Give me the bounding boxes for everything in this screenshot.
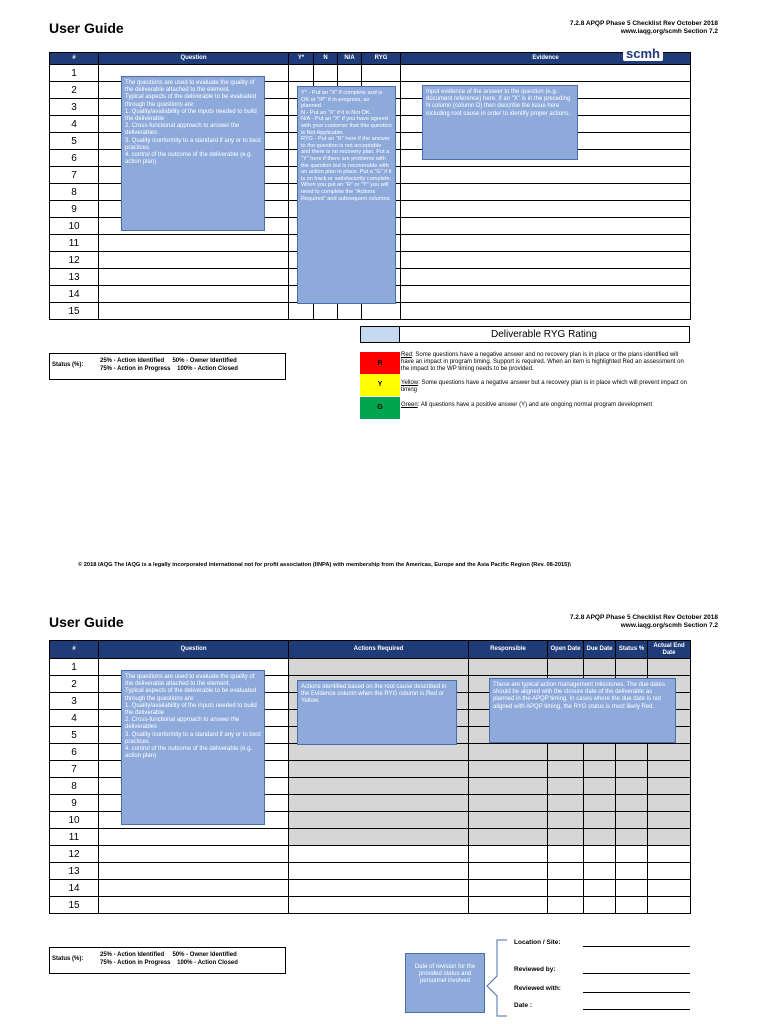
cell-question[interactable] [99,235,289,252]
status-legend-top [49,353,286,380]
note-milestones-guidance: These are typical action management milestones. The due dates should be aligned with the closure date of the deliverable as planned in the APQP timing. In cases where the due date is not aligned with APQP timing, the RYG status is most likely Red. [489,678,676,743]
cell-num: 13 [50,863,99,880]
cell-status[interactable] [616,897,648,914]
rating-cell[interactable] [361,327,400,342]
cell-responsible[interactable] [469,863,548,880]
cell-num: 4 [50,116,99,133]
table-row [50,897,691,914]
document-reference-bottom [480,614,718,630]
cell-responsible[interactable] [469,744,548,761]
ref-line-2: www.iaqg.org/scmh Section 7.2 [620,622,718,629]
cell-due-date[interactable] [584,829,616,846]
col-header-evidence: Evidence [401,53,691,65]
cell-num: 13 [50,269,99,286]
cell-responsible[interactable] [469,659,548,676]
cell-actual-end-date[interactable] [648,744,691,761]
cell-due-date[interactable] [584,744,616,761]
table-row [50,303,691,320]
cell-question[interactable] [99,880,289,897]
note-question-guidance-top: The questions are used to evaluate the quality of the deliverable attached to the element. Typical aspects of the deliverable to be evaluated through the questions are: 1. Quality/availability of the inputs needed to build the deliverable 2. Cross-functional approach to answer the deliverables 3. Quality /conformity to a standard if any or to best practices 4. control of the outcome of the deliverable (e.g. action plan) [121,76,265,231]
cell-status[interactable] [616,812,648,829]
cell-evidence[interactable] [401,201,691,218]
note-question-guidance-bottom: The questions are used to evaluate the quality of the deliverable attached to the element. Typical aspects of the deliverable to be evaluated through the questions are: 1. Quality/availability of the inputs needed to build the deliverable 2. Cross-functional approach to answer the deliverables 3. Quality /conformity to a standard if any or to best practices 4. control of the outcome of the deliverable (e.g. action plan) [121,670,265,825]
table-row [50,846,691,863]
cell-num: 11 [50,829,99,846]
cell-actions-required[interactable] [289,829,469,846]
cell-actions-required[interactable] [289,778,469,795]
cell-actual-end-date[interactable] [648,829,691,846]
cell-actual-end-date[interactable] [648,863,691,880]
ryg-swatch-yellow: Y [360,374,400,396]
col-header-number: # [50,641,99,659]
cell-no[interactable] [314,303,338,320]
col-header-na: N/A [338,53,362,65]
cell-num: 11 [50,235,99,252]
cell-evidence[interactable] [401,303,691,320]
cell-num: 8 [50,184,99,201]
cell-actual-end-date[interactable] [648,812,691,829]
ryg-description-green: Green: All questions have a positive answer (Y) and are ongoing normal program development [401,402,653,408]
cell-ryg[interactable] [362,65,401,82]
ryg-description-yellow: Yellow: Some questions have a negative answer but a recovery plan is in place which will prevent impact on timing [401,380,687,393]
table-header-row [50,641,691,659]
cell-num: 9 [50,795,99,812]
col-header-question: Question [99,53,289,65]
cell-status[interactable] [616,846,648,863]
cell-open-date[interactable] [548,880,584,897]
cell-status[interactable] [616,761,648,778]
cell-question[interactable] [99,897,289,914]
cell-actual-end-date[interactable] [648,659,691,676]
cell-num: 10 [50,218,99,235]
cell-num: 8 [50,778,99,795]
cell-status[interactable] [616,829,648,846]
cell-no[interactable] [314,65,338,82]
cell-responsible[interactable] [469,761,548,778]
table-row [50,829,691,846]
cell-status[interactable] [616,863,648,880]
cell-due-date[interactable] [584,863,616,880]
cell-actions-required[interactable] [289,744,469,761]
cell-actions-required[interactable] [289,812,469,829]
cell-question[interactable] [99,846,289,863]
cell-evidence[interactable] [401,252,691,269]
cell-open-date[interactable] [548,761,584,778]
cell-responsible[interactable] [469,846,548,863]
cell-status[interactable] [616,659,648,676]
note-answer-guidance: Y* - Put an "X" if complete and is OK or "IP" if in-progress, as planned. N - Put an "X" if it is Not OK. N/A - Put an "X" if you have agreed with your customer that this question is Not Applicable. RYG - Put an "R" here if the answer to the question is not acceptable and there is no recovery plan. Put a "Y" here if there are problems with the question but is recoverable with an action plan in place. Put a "G" if it is on track or satisfactorily complete. When you put an "R" or "Y" you will need to complete the "Actions Required" and subsequent columns. [297,86,396,304]
cell-num: 10 [50,812,99,829]
ryg-description-red: Red: Some questions have a negative answer and no recovery plan is in place or the plans identified will have an impact in program timing. Support is required. When an item is highlighted Red an assessment on the impact to the WP timing needs to be provided. [401,352,684,372]
cell-num: 9 [50,201,99,218]
ref-line-1: 7.2.8 APQP Phase 5 Checklist Rev October 2018 [569,20,718,27]
col-header-question: Question [99,641,289,659]
cell-question[interactable] [99,269,289,286]
page-title-bottom: User Guide [49,614,124,630]
ryg-name: Red [401,352,413,358]
cell-responsible[interactable] [469,778,548,795]
cell-due-date[interactable] [584,897,616,914]
col-header-ryg: RYG [362,53,401,65]
note-actions-guidance: Actions identified based on the root cause described in the Evidence column when the RYG column is Red or Yellow. [297,680,457,745]
cell-status[interactable] [616,744,648,761]
cell-question[interactable] [99,303,289,320]
cell-open-date[interactable] [548,744,584,761]
cell-open-date[interactable] [548,778,584,795]
copyright-footer: © 2018 IAQG The IAQG is a legally incorporated international not for profit association (IINPA) with membership from the Americas, Europe and the Asia Pacific Region (Rev. 08-2015)\ [78,562,571,568]
cell-num: 5 [50,727,99,744]
cell-actions-required[interactable] [289,897,469,914]
cell-num: 12 [50,846,99,863]
ryg-text: Some questions have a negative answer and no recovery plan is in place or the plans identified will have an impact in program timing. Support is required. When an item is highlighted Red an assessment on the impact to the WP timing needs to be provided. [401,352,684,372]
cell-status[interactable] [616,880,648,897]
cell-status[interactable] [616,778,648,795]
cell-due-date[interactable] [584,778,616,795]
cell-responsible[interactable] [469,880,548,897]
cell-responsible[interactable] [469,897,548,914]
col-header-status: Status % [616,641,648,659]
table-header-row [50,53,691,65]
cell-open-date[interactable] [548,812,584,829]
status-line-1: 25% - Action Identified 50% - Owner Identified [100,358,237,364]
cell-due-date[interactable] [584,659,616,676]
ryg-name: Yellow [401,380,419,386]
table-row [50,880,691,897]
cell-num: 1 [50,65,99,82]
status-line-1: 25% - Action Identified 50% - Owner Identified [100,952,237,958]
cell-due-date[interactable] [584,812,616,829]
reviewed-with-label: Reviewed with: [514,985,561,992]
status-legend-bottom [49,947,286,974]
note-revision-guidance: Date of revision for the provided status and personnel involved [405,953,485,1013]
cell-num: 12 [50,252,99,269]
cell-evidence[interactable] [401,65,691,82]
rating-label: Deliverable RYG Rating [491,329,597,340]
cell-actual-end-date[interactable] [648,795,691,812]
col-header-open-date: Open Date [548,641,584,659]
status-label: Status (%): [52,362,84,368]
cell-ryg[interactable] [362,303,401,320]
cell-open-date[interactable] [548,829,584,846]
cell-actual-end-date[interactable] [648,778,691,795]
status-line-2: 75% - Action in Progress 100% - Action Closed [100,960,238,966]
cell-num: 4 [50,710,99,727]
cell-num: 1 [50,659,99,676]
cell-evidence[interactable] [401,235,691,252]
cell-actions-required[interactable] [289,761,469,778]
cell-num: 14 [50,880,99,897]
cell-question[interactable] [99,286,289,303]
reviewed-by-label: Reviewed by: [514,966,556,973]
ref-line-1: 7.2.8 APQP Phase 5 Checklist Rev October 2018 [569,614,718,621]
cell-num: 15 [50,303,99,320]
document-reference-top [480,20,718,36]
location-field[interactable] [583,946,690,947]
status-line-2: 75% - Action in Progress 100% - Action Closed [100,366,238,372]
note-evidence-guidance: Input evidence of the answer to the question (e.g.: document reference) here. If an "X" is in the preceding N column (column D) then describe the issue here including root cause in order to identify proper actions. [422,85,578,160]
cell-open-date[interactable] [548,795,584,812]
cell-num: 3 [50,693,99,710]
cell-question[interactable] [99,252,289,269]
date-field[interactable] [583,1009,690,1010]
cell-num: 2 [50,676,99,693]
col-header-due-date: Due Date [584,641,616,659]
cell-open-date[interactable] [548,863,584,880]
ryg-text: All questions have a positive answer (Y) and are ongoing normal program development [419,402,653,408]
status-label: Status (%): [52,956,84,962]
page-title-top: User Guide [49,20,124,36]
table-row [50,863,691,880]
cell-question[interactable] [99,829,289,846]
location-label: Location / Site: [514,939,561,946]
cell-evidence[interactable] [401,286,691,303]
cell-num: 7 [50,167,99,184]
cell-due-date[interactable] [584,795,616,812]
cell-open-date[interactable] [548,897,584,914]
ryg-swatch-red: R [360,352,400,376]
col-header-no: N [314,53,338,65]
cell-num: 6 [50,744,99,761]
cell-actual-end-date[interactable] [648,880,691,897]
cell-due-date[interactable] [584,880,616,897]
cell-yes[interactable] [289,303,314,320]
cell-due-date[interactable] [584,846,616,863]
cell-actual-end-date[interactable] [648,761,691,778]
cell-na[interactable] [338,303,362,320]
col-header-actual-end-date: Actual End Date [648,641,691,659]
scmh-logo: scmh [623,47,663,61]
cell-num: 7 [50,761,99,778]
cell-actual-end-date[interactable] [648,846,691,863]
cell-na[interactable] [338,65,362,82]
cell-num: 5 [50,133,99,150]
cell-status[interactable] [616,795,648,812]
cell-responsible[interactable] [469,829,548,846]
cell-evidence[interactable] [401,184,691,201]
ref-line-2: www.iaqg.org/scmh Section 7.2 [620,28,718,35]
cell-evidence[interactable] [401,218,691,235]
bracket-connector [485,938,515,1018]
cell-open-date[interactable] [548,846,584,863]
reviewed-by-field[interactable] [583,973,690,974]
col-header-actions-required: Actions Required [289,641,469,659]
cell-question[interactable] [99,863,289,880]
cell-responsible[interactable] [469,812,548,829]
col-header-yes: Y* [289,53,314,65]
cell-actions-required[interactable] [289,846,469,863]
reviewed-with-field[interactable] [583,992,690,993]
ryg-text: Some questions have a negative answer but a recovery plan is in place which will prevent impact on timing [401,380,687,393]
ryg-name: Green [401,402,418,408]
cell-num: 3 [50,99,99,116]
col-header-number: # [50,53,99,65]
cell-due-date[interactable] [584,761,616,778]
cell-yes[interactable] [289,65,314,82]
cell-num: 2 [50,82,99,99]
cell-num: 14 [50,286,99,303]
cell-actual-end-date[interactable] [648,897,691,914]
cell-num: 15 [50,897,99,914]
date-label: Date : [514,1002,533,1009]
cell-actions-required[interactable] [289,795,469,812]
cell-open-date[interactable] [548,659,584,676]
cell-actions-required[interactable] [289,863,469,880]
cell-actions-required[interactable] [289,659,469,676]
cell-num: 6 [50,150,99,167]
ryg-swatch-green: G [360,397,400,419]
rating-row [360,326,690,343]
cell-evidence[interactable] [401,269,691,286]
cell-actions-required[interactable] [289,880,469,897]
cell-responsible[interactable] [469,795,548,812]
cell-evidence[interactable] [401,167,691,184]
col-header-responsible: Responsible [469,641,548,659]
